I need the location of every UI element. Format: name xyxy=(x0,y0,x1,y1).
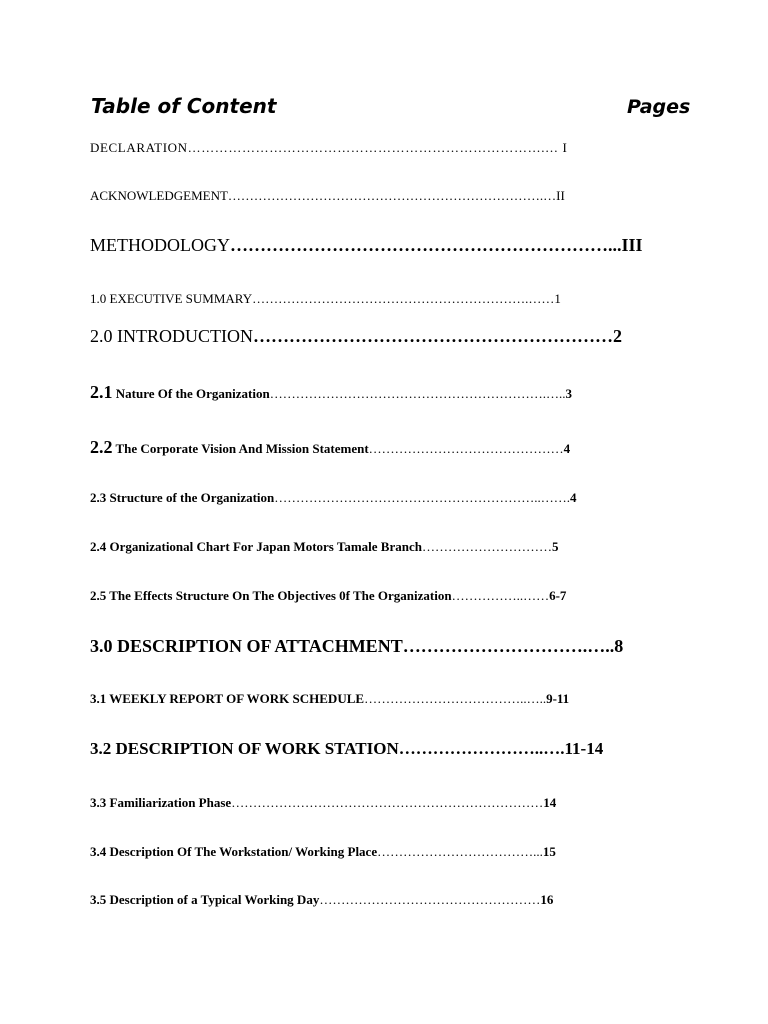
entry-text: Nature Of the Organization xyxy=(115,386,270,401)
toc-entry-3-3[interactable] xyxy=(90,795,556,811)
entry-dots: ………………………… xyxy=(421,539,552,554)
entry-page: II xyxy=(556,188,565,203)
entry-text: DECLARATION xyxy=(90,140,188,155)
toc-entry-2-3[interactable] xyxy=(90,490,577,506)
entry-page: 14 xyxy=(543,795,557,810)
entry-text: 1.0 EXECUTIVE SUMMARY xyxy=(90,291,253,306)
entry-text: 2.0 INTRODUCTION xyxy=(90,326,253,346)
toc-entry-3-1[interactable] xyxy=(90,691,569,707)
entry-page: 9-11 xyxy=(546,691,570,706)
toc-entry-declaration[interactable] xyxy=(90,140,567,156)
entry-dots: …………………………………………………………………….… xyxy=(187,140,563,155)
entry-dots: ………………………………... xyxy=(377,844,543,859)
entry-text: 3.1 WEEKLY REPORT OF WORK SCHEDULE xyxy=(90,691,365,706)
entry-text: 3.0 DESCRIPTION OF ATTACHMENT xyxy=(90,636,403,656)
entry-page: 1 xyxy=(554,291,561,306)
entry-number: 2.1 xyxy=(90,382,113,402)
entry-dots: ……………………………………………………….…… xyxy=(252,291,555,306)
toc-entry-3-2[interactable] xyxy=(90,739,603,759)
entry-page: 16 xyxy=(540,892,554,907)
entry-text: 3.5 Description of a Typical Working Day xyxy=(90,892,320,907)
entry-text: 3.3 Familiarization Phase xyxy=(90,795,232,810)
toc-entry-2-5[interactable] xyxy=(90,588,566,604)
entry-dots: ……………………………………………………….….. xyxy=(269,386,566,401)
entry-dots: ……………………………………………………………… xyxy=(231,795,544,810)
toc-entry-3-4[interactable] xyxy=(90,844,556,860)
entry-dots: ………………………………..….. xyxy=(364,691,547,706)
entry-page: 4 xyxy=(570,490,577,505)
entry-page: 2 xyxy=(612,326,622,346)
entry-dots: ……………..…… xyxy=(451,588,550,603)
entry-page: 11-14 xyxy=(564,739,604,758)
toc-entry-executive-summary[interactable] xyxy=(90,291,561,307)
entry-text: The Corporate Vision And Mission Statement xyxy=(115,441,369,456)
entry-page: 8 xyxy=(614,636,624,656)
toc-title: Table of Content xyxy=(91,94,277,118)
entry-page: I xyxy=(562,140,568,155)
entry-page: III xyxy=(621,235,643,255)
entry-page: 15 xyxy=(542,844,556,859)
entry-page: 5 xyxy=(551,539,559,554)
entry-text: 2.4 Organizational Chart For Japan Motors Tamale Branch xyxy=(90,539,422,554)
toc-entry-methodology[interactable] xyxy=(90,235,643,256)
toc-entry-3-0[interactable] xyxy=(90,636,623,657)
toc-entry-introduction[interactable] xyxy=(90,326,622,347)
entry-text: 3.2 DESCRIPTION OF WORK STATION xyxy=(90,739,399,758)
entry-dots: ………………………………………………………... xyxy=(229,235,622,255)
entry-text: 3.4 Description Of The Workstation/ Working Place xyxy=(90,844,378,859)
entry-dots: ……………………………………… xyxy=(368,441,564,456)
toc-entry-acknowledgement[interactable] xyxy=(90,188,565,204)
toc-entry-3-5[interactable] xyxy=(90,892,553,908)
entry-number: 2.2 xyxy=(90,437,113,457)
entry-dots: …………………………………………………… xyxy=(252,326,613,346)
entry-text: 2.3 Structure of the Organization xyxy=(90,490,275,505)
entry-text: METHODOLOGY xyxy=(90,235,230,255)
entry-dots: ………………………….….. xyxy=(402,636,615,656)
entry-page: 6-7 xyxy=(549,588,567,603)
entry-dots: …………………………………………… xyxy=(319,892,541,907)
entry-text: ACKNOWLEDGEMENT xyxy=(90,188,228,203)
entry-text: 2.5 The Effects Structure On The Objectives 0f The Organization xyxy=(90,588,452,603)
entry-page: 3 xyxy=(565,386,572,401)
pages-label: Pages xyxy=(627,96,691,118)
toc-entry-2-1[interactable] xyxy=(90,382,572,403)
toc-entry-2-2[interactable] xyxy=(90,437,570,458)
entry-dots: ……………………..…. xyxy=(398,739,565,758)
toc-entry-2-4[interactable] xyxy=(90,539,558,555)
entry-dots: ……………………………………………………..……. xyxy=(274,490,571,505)
entry-page: 4 xyxy=(563,441,571,456)
entry-dots: ……………………………………………………………….… xyxy=(227,188,557,203)
